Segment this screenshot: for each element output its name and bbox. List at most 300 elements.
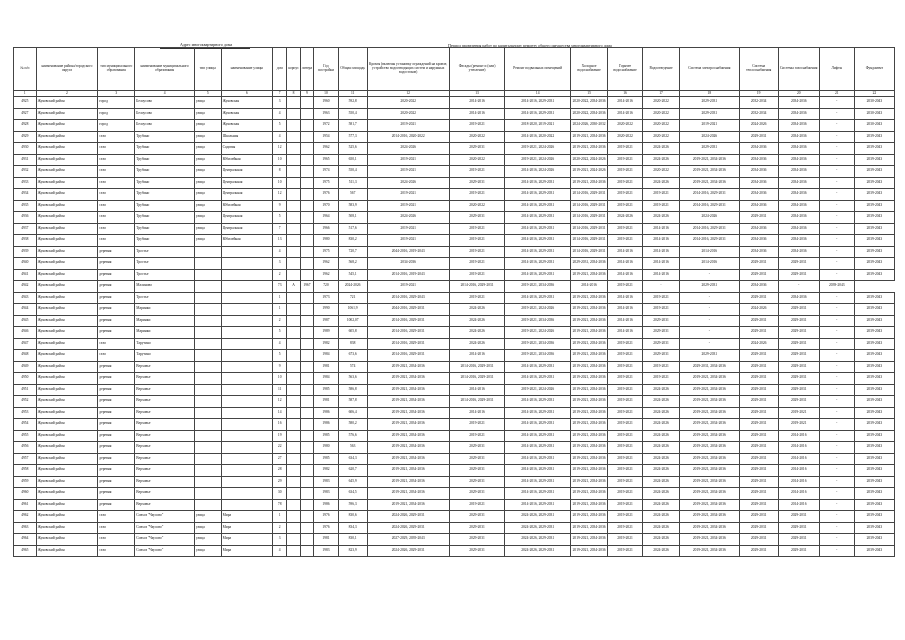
- table-cell: 2029-2031: [449, 488, 505, 500]
- table-cell: 2029-2031: [449, 545, 505, 557]
- table-cell: улица: [194, 177, 221, 189]
- table-cell: село: [98, 177, 135, 189]
- table-cell: 4: [273, 545, 287, 557]
- table-cell: 4952: [14, 396, 37, 408]
- table-cell: 2019-2021, 2034-2036: [680, 373, 740, 385]
- table-cell: [194, 281, 221, 293]
- table-cell: 2024-2026, 2029-2031: [505, 545, 571, 557]
- table-cell: [287, 108, 300, 120]
- table-cell: 563,6: [338, 373, 367, 385]
- table-cell: село: [98, 522, 135, 534]
- table-cell: 2039-2043: [854, 407, 894, 419]
- table-cell: 2029-2031: [778, 338, 819, 350]
- table-cell: 2014-2016: [608, 258, 643, 270]
- table-cell: 1965: [314, 154, 339, 166]
- table-cell: 12: [273, 143, 287, 155]
- column-header: Ремонт подвальных помещений: [505, 48, 571, 91]
- table-row: [14, 120, 895, 132]
- column-number: 8: [287, 91, 300, 97]
- table-cell: [300, 143, 313, 155]
- table-cell: [300, 430, 313, 442]
- table-row: [14, 384, 895, 396]
- table-cell: 4937: [14, 223, 37, 235]
- table-cell: 583,9: [338, 200, 367, 212]
- table-cell: 620,7: [338, 465, 367, 477]
- table-cell: [300, 338, 313, 350]
- table-cell: -: [819, 522, 854, 534]
- table-cell: 2019-2021: [449, 292, 505, 304]
- table-cell: [287, 200, 300, 212]
- table-cell: 1981: [314, 534, 339, 546]
- table-cell: 2019-2021: [608, 430, 643, 442]
- table-cell: Юбилейная: [221, 235, 272, 247]
- table-cell: 2034-2036: [739, 189, 778, 201]
- table-cell: 2034-2036: [778, 166, 819, 178]
- table-cell: 2024-2026: [643, 476, 680, 488]
- table-cell: 2024-2026: [643, 407, 680, 419]
- table-cell: 4946: [14, 327, 37, 339]
- table-cell: 2034-2036: [778, 154, 819, 166]
- table-cell: 1985: [314, 453, 339, 465]
- table-cell: 2024-2026: [449, 315, 505, 327]
- table-cell: 2014-2016, 2029-2043: [367, 292, 449, 304]
- table-cell: -: [819, 315, 854, 327]
- table-cell: Жуковский район: [36, 384, 98, 396]
- column-header-row: [14, 48, 895, 91]
- table-cell: 2014-2016, 2020-2022: [367, 131, 449, 143]
- table-cell: Жуковский район: [36, 154, 98, 166]
- table-cell: [221, 396, 272, 408]
- table-cell: [287, 361, 300, 373]
- table-cell: 2019-2021, 2034-2036: [680, 476, 740, 488]
- table-cell: 2019-2021, 2034-2036: [571, 476, 608, 488]
- table-cell: 2019-2021, 2034-2036: [571, 131, 608, 143]
- table-cell: 4961: [14, 499, 37, 511]
- table-cell: 4960: [14, 488, 37, 500]
- table-row: [14, 246, 895, 258]
- table-cell: улица: [194, 511, 221, 523]
- table-cell: [287, 166, 300, 178]
- table-cell: 78: [273, 499, 287, 511]
- table-cell: деревня: [98, 453, 135, 465]
- table-cell: 2029-2031: [449, 212, 505, 224]
- table-cell: 2019-2021: [643, 200, 680, 212]
- table-cell: 2032-2034: [739, 97, 778, 109]
- table-cell: 2014-2016, 2029-2031: [680, 189, 740, 201]
- table-cell: 545,1: [338, 269, 367, 281]
- table-cell: 587,8: [338, 396, 367, 408]
- table-cell: [287, 419, 300, 431]
- table-cell: 2024-2026: [643, 511, 680, 523]
- table-cell: [300, 442, 313, 454]
- table-cell: 2029-2031: [778, 350, 819, 362]
- table-cell: Трубино: [135, 223, 195, 235]
- table-cell: 2019-2021, 2034-2036: [680, 465, 740, 477]
- table-cell: 2019-2021, 2034-2036: [680, 419, 740, 431]
- table-cell: Мира: [221, 534, 272, 546]
- table-cell: 2014-2016, 2029-2031: [505, 97, 571, 109]
- table-cell: улица: [194, 131, 221, 143]
- table-cell: [221, 304, 272, 316]
- table-cell: 2029-2031: [739, 499, 778, 511]
- table-cell: -: [819, 120, 854, 132]
- column-header: Система теплоснабжения: [739, 48, 778, 91]
- table-cell: 2020-2022: [367, 108, 449, 120]
- table-row: [14, 154, 895, 166]
- table-row: [14, 396, 895, 408]
- table-cell: 2019-2021: [608, 545, 643, 557]
- table-cell: 2029-2031: [680, 143, 740, 155]
- column-header: Лифты: [819, 48, 854, 91]
- table-cell: 9: [273, 200, 287, 212]
- table-cell: 550,4: [338, 166, 367, 178]
- table-cell: 1: [273, 304, 287, 316]
- table-cell: 2019-2021: [608, 442, 643, 454]
- table-cell: 2019-2021: [643, 361, 680, 373]
- table-cell: [221, 258, 272, 270]
- table-cell: 2027-2029, 2039-2043: [367, 534, 449, 546]
- table-cell: -: [819, 373, 854, 385]
- table-cell: 2034-2036: [739, 235, 778, 247]
- table-cell: 2029-2031: [739, 453, 778, 465]
- table-cell: 2019-2021, 2034-2036: [571, 511, 608, 523]
- table-cell: 5: [273, 212, 287, 224]
- table-cell: 2019-2021: [449, 120, 505, 132]
- table-cell: 2019-2021, 2034-2036: [680, 407, 740, 419]
- table-cell: село: [98, 154, 135, 166]
- table-cell: Жуковский район: [36, 419, 98, 431]
- table-cell: 2034-2036: [778, 131, 819, 143]
- table-cell: -: [643, 281, 680, 293]
- table-cell: [300, 327, 313, 339]
- column-number: 21: [819, 91, 854, 97]
- table-cell: 2019-2021: [608, 384, 643, 396]
- table-cell: 2024-2026, 2029-2031: [367, 511, 449, 523]
- table-cell: [300, 396, 313, 408]
- table-cell: Мира: [221, 522, 272, 534]
- table-cell: Верховье: [135, 396, 195, 408]
- table-cell: 2034-2036: [778, 212, 819, 224]
- table-cell: 2019-2021, 2034-2036: [367, 465, 449, 477]
- table-cell: 2032-2034: [739, 108, 778, 120]
- column-number: 9: [300, 91, 313, 97]
- table-cell: 2019-2021, 2034-2036: [571, 269, 608, 281]
- table-cell: 7: [273, 223, 287, 235]
- table-cell: [287, 143, 300, 155]
- table-cell: 4948: [14, 350, 37, 362]
- table-cell: 2034-2036: [739, 177, 778, 189]
- table-cell: [221, 442, 272, 454]
- table-cell: -: [819, 235, 854, 247]
- table-cell: Жуковский район: [36, 166, 98, 178]
- table-cell: 2014-2016: [449, 97, 505, 109]
- table-cell: улица: [194, 545, 221, 557]
- table-cell: 4936: [14, 212, 37, 224]
- table-cell: 3: [273, 97, 287, 109]
- table-cell: 2034-2036: [739, 200, 778, 212]
- table-cell: 1976: [314, 189, 339, 201]
- table-cell: 1982: [314, 338, 339, 350]
- table-cell: Жуковский район: [36, 246, 98, 258]
- table-cell: 2019-2021: [643, 189, 680, 201]
- table-cell: 2014-2016: [608, 292, 643, 304]
- table-cell: -: [819, 338, 854, 350]
- table-cell: -: [819, 350, 854, 362]
- table-cell: Жуковский район: [36, 120, 98, 132]
- table-cell: [221, 407, 272, 419]
- table-cell: -: [819, 511, 854, 523]
- table-cell: Тарутино: [135, 338, 195, 350]
- table-cell: [194, 315, 221, 327]
- table-cell: 1962: [314, 269, 339, 281]
- table-cell: 2029-2031: [739, 545, 778, 557]
- table-cell: 2024-2026: [643, 545, 680, 557]
- table-cell: деревня: [98, 258, 135, 270]
- table-cell: [287, 338, 300, 350]
- table-cell: 2014-2016: [778, 499, 819, 511]
- table-cell: 2039-2043: [819, 281, 854, 293]
- table-cell: 2029-2031: [739, 212, 778, 224]
- table-cell: 1986: [314, 419, 339, 431]
- table-cell: [300, 407, 313, 419]
- table-cell: деревня: [98, 419, 135, 431]
- table-row: [14, 235, 895, 247]
- table-cell: 1972: [314, 120, 339, 132]
- table-cell: 2024-2026: [643, 488, 680, 500]
- table-cell: 2014-2016, 2029-2031: [505, 453, 571, 465]
- table-cell: [194, 465, 221, 477]
- table-cell: деревня: [98, 488, 135, 500]
- table-cell: 568,2: [338, 258, 367, 270]
- table-cell: улица: [194, 189, 221, 201]
- table-cell: 2014-2016, 2029-2031: [449, 373, 505, 385]
- table-cell: улица: [194, 235, 221, 247]
- table-cell: -: [819, 189, 854, 201]
- table-cell: 2020-2022: [449, 200, 505, 212]
- table-cell: 5: [273, 327, 287, 339]
- table-cell: [300, 315, 313, 327]
- table-cell: 720,7: [338, 246, 367, 258]
- table-cell: 2020-2022: [608, 131, 643, 143]
- table-cell: 2039-2043: [854, 304, 894, 316]
- table-cell: 580,2: [338, 419, 367, 431]
- table-row: [14, 373, 895, 385]
- table-cell: 1980: [314, 442, 339, 454]
- table-cell: 2024-2026: [643, 384, 680, 396]
- table-cell: Маринки: [135, 304, 195, 316]
- table-cell: 2019-2021: [608, 143, 643, 155]
- table-cell: 4962: [14, 511, 37, 523]
- table-cell: 1985: [314, 430, 339, 442]
- table-cell: -: [680, 327, 740, 339]
- table-cell: [194, 396, 221, 408]
- table-cell: 1970: [314, 200, 339, 212]
- table-cell: 2039-2043: [854, 465, 894, 477]
- table-cell: 567: [338, 189, 367, 201]
- table-cell: 2024-2026: [367, 212, 449, 224]
- table-cell: 4951: [14, 384, 37, 396]
- table-cell: 2024-2026: [643, 499, 680, 511]
- table-cell: улица: [194, 154, 221, 166]
- table-cell: 1975: [314, 177, 339, 189]
- table-cell: [300, 235, 313, 247]
- table-cell: -: [819, 304, 854, 316]
- table-cell: 1966: [314, 223, 339, 235]
- column-header: Общая площадь: [338, 48, 367, 91]
- table-cell: Верховье: [135, 407, 195, 419]
- table-cell: 2029-2031, 2034-2036: [571, 258, 608, 270]
- table-cell: 2029-2031: [739, 522, 778, 534]
- column-header: Горячее водоснабжение: [608, 48, 643, 91]
- table-row: [14, 327, 895, 339]
- table-cell: [221, 327, 272, 339]
- table-cell: [194, 338, 221, 350]
- table-cell: 2014-2016, 2029-2031: [505, 235, 571, 247]
- table-cell: Жуковский район: [36, 143, 98, 155]
- table-cell: [221, 350, 272, 362]
- table-cell: 645,9: [338, 476, 367, 488]
- table-cell: 2019-2021: [608, 499, 643, 511]
- table-cell: 2019-2021: [367, 235, 449, 247]
- table-cell: 2039-2043: [854, 338, 894, 350]
- table-cell: [300, 511, 313, 523]
- table-row: [14, 212, 895, 224]
- table-cell: 830,2: [338, 235, 367, 247]
- table-cell: 2019-2021, 2034-2036: [505, 338, 571, 350]
- table-cell: 2019-2021: [449, 430, 505, 442]
- table-cell: 586,8: [338, 384, 367, 396]
- table-cell: 2019-2021, 2034-2036: [367, 453, 449, 465]
- table-cell: 2014-2016, 2029-2031: [505, 442, 571, 454]
- table-cell: 3: [273, 258, 287, 270]
- table-cell: Совхоз "Чаусово": [135, 545, 195, 557]
- table-cell: [287, 534, 300, 546]
- table-cell: 2014-2016, 2029-2031: [505, 200, 571, 212]
- table-cell: 2039-2043: [854, 315, 894, 327]
- table-cell: 4929: [14, 131, 37, 143]
- table-cell: 2014-2016, 2029-2031: [505, 189, 571, 201]
- table-row: [14, 304, 895, 316]
- table-cell: -: [819, 131, 854, 143]
- table-cell: 2019-2021: [608, 465, 643, 477]
- table-cell: 4931: [14, 154, 37, 166]
- table-cell: 606,4: [338, 407, 367, 419]
- table-cell: [194, 430, 221, 442]
- table-cell: 2029-2031: [739, 396, 778, 408]
- table-cell: [221, 476, 272, 488]
- table-cell: село: [98, 223, 135, 235]
- table-cell: Жуковский район: [36, 430, 98, 442]
- table-cell: [300, 292, 313, 304]
- table-cell: 2024-2026, 2029-2031: [505, 511, 571, 523]
- table-cell: 2029-2031: [778, 373, 819, 385]
- table-cell: 2019-2021, 2034-2036: [571, 488, 608, 500]
- table-cell: 2019-2021, 2034-2036: [571, 384, 608, 396]
- table-cell: 1960: [314, 97, 339, 109]
- table-cell: 1987: [314, 315, 339, 327]
- table-cell: 2024-2026: [680, 131, 740, 143]
- table-cell: 5: [273, 350, 287, 362]
- table-cell: Верховье: [135, 465, 195, 477]
- table-cell: 2019-2021, 2034-2036: [505, 315, 571, 327]
- table-cell: 2039-2043: [854, 200, 894, 212]
- table-cell: 2039-2043: [854, 327, 894, 339]
- table-cell: 2019-2021, 2034-2036: [367, 476, 449, 488]
- table-cell: 27: [273, 453, 287, 465]
- table-cell: [221, 281, 272, 293]
- table-cell: 4949: [14, 361, 37, 373]
- table-cell: 1984: [314, 350, 339, 362]
- table-cell: 1983: [314, 488, 339, 500]
- table-cell: -: [819, 407, 854, 419]
- table-cell: село: [98, 338, 135, 350]
- table-cell: город: [98, 97, 135, 109]
- table-cell: 4941: [14, 269, 37, 281]
- table-cell: Трубино: [135, 154, 195, 166]
- table-cell: Жуковский район: [36, 534, 98, 546]
- table-cell: 2039-2043: [854, 534, 894, 546]
- table-cell: 2014-2016, 2029-2031: [571, 235, 608, 247]
- table-cell: деревня: [98, 246, 135, 258]
- table-cell: Жуковский район: [36, 223, 98, 235]
- column-number: 7: [273, 91, 287, 97]
- table-cell: 650,1: [338, 154, 367, 166]
- table-cell: 2034-2036: [778, 223, 819, 235]
- table-cell: Трубино: [135, 177, 195, 189]
- table-cell: [300, 120, 313, 132]
- table-cell: 2029-2031: [449, 522, 505, 534]
- table-cell: Жуковский район: [36, 200, 98, 212]
- table-cell: 2039-2043: [854, 154, 894, 166]
- table-cell: 2024-2026: [643, 396, 680, 408]
- table-cell: [300, 223, 313, 235]
- table-cell: Центральная: [221, 212, 272, 224]
- table-cell: 834,3: [338, 522, 367, 534]
- table-cell: 2024-2026: [643, 212, 680, 224]
- table-cell: Верховье: [135, 384, 195, 396]
- table-cell: Трубино: [135, 200, 195, 212]
- table-row: [14, 442, 895, 454]
- table-cell: [194, 350, 221, 362]
- table-cell: [221, 246, 272, 258]
- table-cell: -: [819, 545, 854, 557]
- table-cell: 2019-2021, 2034-2036: [571, 522, 608, 534]
- table-cell: 2039-2043: [854, 476, 894, 488]
- table-cell: 2014-2016, 2029-2031: [367, 315, 449, 327]
- table-cell: -: [819, 269, 854, 281]
- table-cell: 2039-2043: [854, 258, 894, 270]
- table-cell: 2019-2021: [449, 223, 505, 235]
- table-cell: 2019-2021: [367, 281, 449, 293]
- table-cell: -: [778, 281, 819, 293]
- column-header: Система электроснабжения: [680, 48, 740, 91]
- table-cell: 2024-2026: [643, 522, 680, 534]
- table-cell: 2030-2043: [854, 108, 894, 120]
- table-cell: 2039-2043: [854, 373, 894, 385]
- table-cell: 2029-2031: [449, 476, 505, 488]
- table-cell: Жуковский район: [36, 511, 98, 523]
- table-row: [14, 177, 895, 189]
- table-cell: 2024-2026: [643, 442, 680, 454]
- table-cell: 2019-2021: [449, 258, 505, 270]
- table-cell: 4959: [14, 476, 37, 488]
- table-cell: улица: [194, 200, 221, 212]
- table-cell: 2029-2031: [449, 143, 505, 155]
- table-cell: 2019-2021, 2034-2036: [367, 396, 449, 408]
- table-cell: 2014-2016, 2029-2031: [449, 281, 505, 293]
- table-cell: 2034-2036: [739, 281, 778, 293]
- table-cell: 2029-2031: [739, 465, 778, 477]
